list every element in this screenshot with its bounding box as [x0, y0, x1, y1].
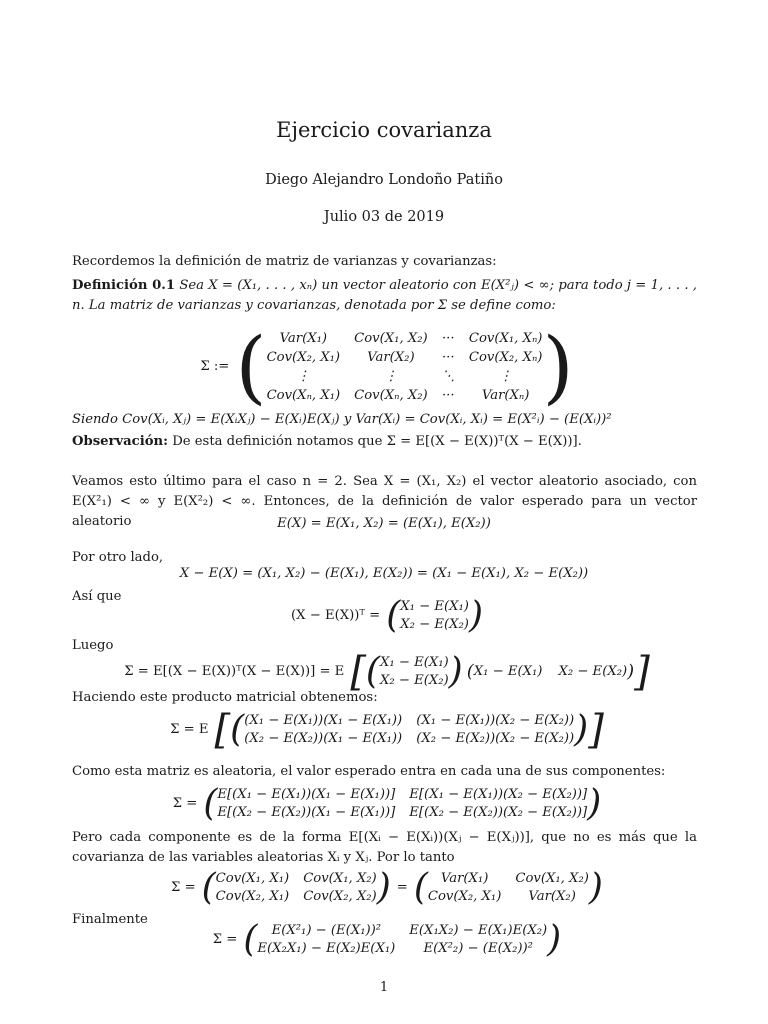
page-number: 1 [379, 980, 389, 995]
covariance-mid-eq: = [396, 880, 408, 895]
matrix-cell: ⋮ [499, 368, 513, 384]
left-paren-icon: ( [365, 651, 380, 692]
observation-block [72, 432, 697, 452]
document-date: Julio 03 de 2019 [323, 209, 445, 225]
covariance-lhs: Σ = [171, 880, 196, 895]
matrix-cell: E(X₂X₁) − E(X₂)E(X₁) [257, 941, 396, 956]
matrix-cell: Cov(X₂, X₁) [266, 349, 341, 365]
vector-cell: X₁ − E(X₁) [473, 664, 543, 679]
left-paren-icon: ( [386, 595, 401, 636]
component-matrix [217, 787, 587, 821]
matrix-cell: Var(X₂) [367, 349, 415, 365]
definition-text: Sea X = (X₁, . . . , xₙ) un vector aleatorio con E(X²ⱼ) < ∞; para todo j = 1, . . . , n. La matriz de varianzas y covarianzas, denotada por Σ se define como: [72, 278, 697, 313]
matrix-cell: Cov(X₁, X₂) [515, 871, 589, 886]
matrix-cell: Cov(X₁, X₁) [215, 871, 290, 886]
vector-cell: X₂ − E(X₂) [379, 673, 449, 688]
pero-paragraph: Pero cada componente es de la forma E[(Xᵢ − E(Xᵢ))(Xⱼ − E(Xⱼ))], que no es más que la covarianza de las variables aleatorias Xᵢ y Xⱼ. Por lo tanto [72, 830, 697, 865]
matrix-cell: ··· [441, 349, 455, 365]
matrix-cell: E(X₁X₂) − E(X₁)E(X₂) [409, 923, 548, 938]
definition-label: Definición 0.1 [72, 278, 176, 293]
variance-matrix [428, 871, 589, 905]
por-otro-lado-text: Por otro lado, [72, 550, 164, 565]
matrix-cell: E[(X₁ − E(X₁))(X₁ − E(X₁))] [217, 787, 396, 802]
observation-label: Observación: [72, 434, 168, 449]
component-lhs: Σ = [172, 796, 198, 811]
right-bracket-icon: ] [634, 649, 650, 695]
luego-text: Luego [72, 638, 114, 653]
observation-text: De esta definición notamos que Σ = E[(X − E(X))ᵀ(X − E(X))]. [172, 434, 582, 449]
right-paren-icon: ) [542, 320, 574, 413]
finalmente-text: Finalmente [72, 912, 148, 927]
left-paren-icon: ( [466, 661, 474, 682]
matrix-cell: (X₁ − E(X₁))(X₂ − E(X₂)) [416, 713, 575, 728]
right-paren-icon: ) [587, 783, 602, 824]
veamos-paragraph: Veamos esto último para el caso n = 2. Sea X = (X₁, X₂) el vector aleatorio asociado, con E(X²₁) < ∞ y E(X²₂) < ∞. Entonces, de la definición de valor esperado para un vector aleatorio [72, 474, 697, 529]
matrix-cell: E(X²₁) − (E(X₁))² [271, 923, 382, 938]
matrix-cell: Var(X₁) [279, 330, 328, 346]
right-paren-icon: ) [588, 867, 603, 908]
right-paren-icon: ) [376, 867, 391, 908]
final-lhs: Σ = [212, 932, 238, 947]
component-equation [0, 783, 768, 824]
matrix-cell: E[(X₁ − E(X₁))(X₂ − E(X₂))] [409, 787, 588, 802]
column-vector [400, 599, 469, 633]
matrix-cell: E[(X₂ − E(X₂))(X₂ − E(X₂))] [409, 805, 588, 820]
matrix-cell: Var(X₂) [528, 889, 576, 904]
vector-cell: X₂ − E(X₂) [558, 664, 628, 679]
column-vector [380, 655, 449, 689]
left-paren-icon: ( [230, 709, 245, 750]
row-vector [474, 664, 627, 680]
left-paren-icon: ( [203, 783, 218, 824]
matrix-cell: ⋮ [296, 368, 310, 384]
luego-lhs: Σ = E[(X − E(X))ᵀ(X − E(X))] = E [124, 664, 345, 679]
left-bracket-icon: [ [214, 707, 231, 753]
product-lhs: Σ = E [170, 722, 209, 737]
left-paren-icon: ( [413, 867, 428, 908]
sigma-definition-equation [0, 320, 768, 413]
asi-que-text: Así que [72, 589, 122, 604]
matrix-cell: ⋮ [384, 368, 398, 384]
matrix-cell: (X₂ − E(X₂))(X₂ − E(X₂)) [416, 731, 575, 746]
matrix-cell: Cov(X₁, X₂) [303, 871, 377, 886]
matrix-cell: Cov(X₂, X₂) [303, 889, 377, 904]
matrix-cell: E(X²₂) − (E(X₂))² [423, 941, 533, 956]
matrix-cell: Cov(X₁, Xₙ) [468, 330, 543, 346]
right-bracket-icon: ] [588, 707, 604, 753]
como-paragraph: Como esta matriz es aleatoria, el valor esperado entra en cada una de sus componentes: [72, 764, 666, 779]
left-bracket-icon: [ [350, 649, 366, 695]
matrix-cell: (X₁ − E(X₁))(X₁ − E(X₁)) [244, 713, 403, 728]
matrix-cell: E[(X₂ − E(X₂))(X₁ − E(X₁))] [217, 805, 396, 820]
matrix-cell: ⋱ [441, 368, 455, 384]
siendo-line: Siendo Cov(Xᵢ, Xⱼ) = E(XᵢXⱼ) − E(Xᵢ)E(Xⱼ) y Var(Xᵢ) = Cov(Xᵢ, Xᵢ) = E(X²ᵢ) − (E(Xᵢ))² [72, 412, 612, 427]
right-paren-icon: ) [627, 661, 635, 682]
difference-equation: X − E(X) = (X₁, X₂) − (E(X₁), E(X₂)) = (X₁ − E(X₁), X₂ − E(X₂)) [179, 566, 589, 581]
product-equation [0, 707, 768, 753]
matrix-cell: Cov(Xₙ, X₂) [354, 387, 428, 403]
matrix-cell: Cov(X₂, Xₙ) [468, 349, 543, 365]
covariance-equation [0, 867, 768, 908]
left-paren-icon: ( [243, 919, 258, 960]
sigma-def-lhs: Σ := [200, 359, 230, 374]
matrix-cell: Cov(Xₙ, X₁) [266, 387, 341, 403]
right-paren-icon: ) [547, 919, 562, 960]
matrix-cell: Var(X₁) [440, 871, 489, 886]
left-paren-icon: ( [201, 867, 216, 908]
matrix-cell: ··· [441, 387, 455, 403]
matrix-cell: Cov(X₂, X₁) [427, 889, 502, 904]
expectation-equation: E(X) = E(X₁, X₂) = (E(X₁), E(X₂)) [277, 516, 491, 531]
luego-equation [0, 649, 768, 695]
covariance-matrix [216, 871, 377, 905]
matrix-cell: (X₂ − E(X₂))(X₁ − E(X₁)) [244, 731, 403, 746]
author-name: Diego Alejandro Londoño Patiño [265, 172, 503, 188]
product-matrix [244, 713, 574, 747]
vector-cell: X₁ − E(X₁) [400, 599, 469, 614]
vector-cell: X₂ − E(X₂) [400, 617, 469, 632]
matrix-cell: ··· [441, 330, 455, 346]
definition-block [72, 276, 697, 316]
right-paren-icon: ) [468, 595, 483, 636]
sigma-matrix [267, 331, 543, 404]
left-paren-icon: ( [235, 320, 267, 413]
vector-cell: X₁ − E(X₁) [379, 655, 449, 670]
right-paren-icon: ) [448, 651, 463, 692]
matrix-cell: Var(Xₙ) [481, 387, 530, 403]
document-title: Ejercicio covarianza [276, 118, 492, 142]
haciendo-text: Haciendo este producto matricial obtenemos: [72, 690, 378, 705]
intro-paragraph: Recordemos la definición de matriz de varianzas y covarianzas: [72, 254, 497, 269]
right-paren-icon: ) [574, 709, 589, 750]
transpose-lhs: (X − E(X))ᵀ = [291, 608, 381, 623]
matrix-cell: Cov(X₁, X₂) [354, 330, 428, 346]
matrix-cell: Cov(X₂, X₁) [215, 889, 290, 904]
final-matrix [257, 923, 547, 957]
